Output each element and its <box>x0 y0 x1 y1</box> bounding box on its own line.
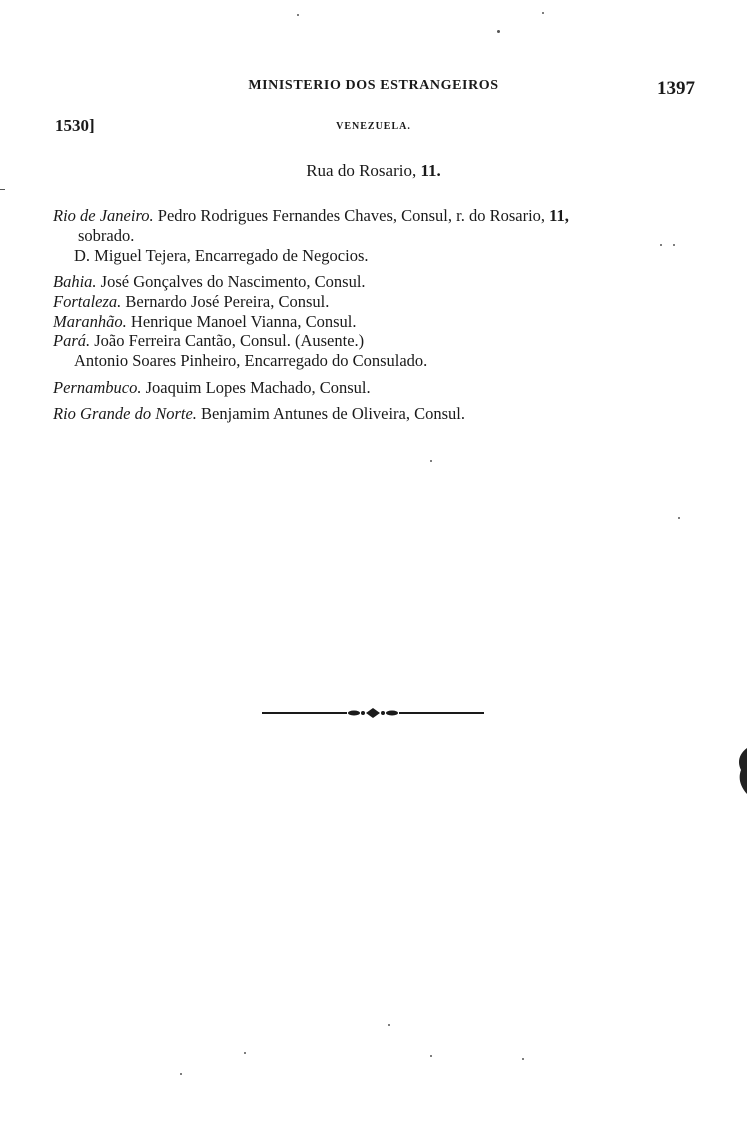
place-name: Rio de Janeiro. <box>53 206 154 225</box>
entry-text: João Ferreira Cantão, Consul. (Ausente.) <box>94 331 365 350</box>
speck <box>430 460 432 462</box>
speck <box>180 1073 182 1075</box>
place-name: Pará. <box>53 331 91 350</box>
speck <box>244 1052 246 1054</box>
entry-text: José Gonçalves do Nascimento, Consul. <box>100 272 366 291</box>
place-name: Fortaleza. <box>53 292 122 311</box>
place-name: Rio Grande do Norte. <box>53 404 197 423</box>
entry-text: Joaquim Lopes Machado, Consul. <box>145 378 371 397</box>
speck <box>660 244 662 246</box>
entry-para <box>53 331 364 351</box>
page-number: 1397 <box>657 78 695 99</box>
entry-rio-de-janeiro <box>53 206 569 226</box>
speck <box>678 517 680 519</box>
entry-number: 1530] <box>55 116 95 135</box>
entry-text: Pedro Rodrigues Fernandes Chaves, Consul, r. do Rosario, <box>157 206 546 225</box>
entry-text: Henrique Manoel Vianna, Consul. <box>130 312 357 331</box>
speck <box>673 244 675 246</box>
legation-address <box>0 161 747 181</box>
place-name: Pernambuco. <box>53 378 142 397</box>
speck <box>0 189 5 190</box>
speck <box>497 30 500 33</box>
entry-text: Bernardo José Pereira, Consul. <box>125 292 330 311</box>
section-title: VENEZUELA. <box>336 121 411 132</box>
entry-number-inline: 11, <box>549 206 569 225</box>
speck <box>430 1055 432 1057</box>
page-edge-mark-icon <box>737 748 747 794</box>
place-name: Bahia. <box>53 272 97 291</box>
entry-pernambuco <box>53 378 371 398</box>
entry-text: Benjamim Antunes de Oliveira, Consul. <box>201 404 466 423</box>
entry-rio-grande-do-norte <box>53 404 465 424</box>
entry-rio-de-janeiro-continuation: sobrado. <box>78 226 135 245</box>
entry-para-second: Antonio Soares Pinheiro, Encarregado do Consulado. <box>74 351 428 370</box>
address-street: Rua do Rosario, <box>306 161 417 180</box>
entry-maranhao <box>53 312 356 332</box>
speck <box>297 14 299 16</box>
ornamental-rule-icon <box>262 705 484 721</box>
place-name: Maranhão. <box>53 312 127 331</box>
entry-rio-de-janeiro-second: D. Miguel Tejera, Encarregado de Negocios. <box>74 246 369 265</box>
entry-bahia <box>53 272 366 292</box>
address-number: 11. <box>420 161 441 180</box>
speck <box>542 12 544 14</box>
running-head: MINISTERIO DOS ESTRANGEIROS <box>248 78 499 93</box>
speck <box>522 1058 524 1060</box>
speck <box>388 1024 390 1026</box>
entry-fortaleza <box>53 292 329 312</box>
